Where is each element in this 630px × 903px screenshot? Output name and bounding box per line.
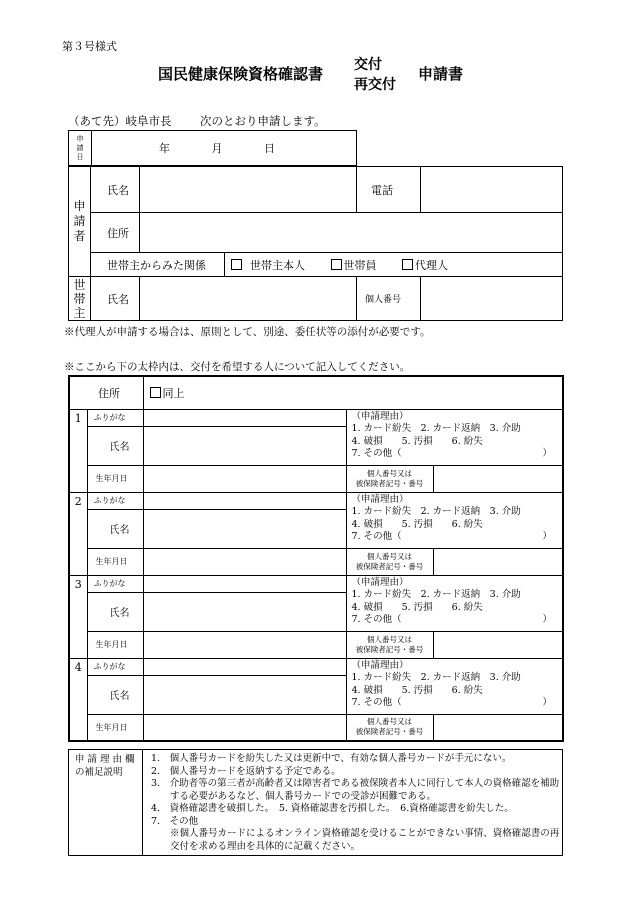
supplement-label-2: の補足説明 [75,767,123,778]
householder-name-label: 氏名 [91,277,140,321]
mynumber-label: 個人番号又は 被保険者記号・番号 [346,631,433,658]
mynumber-field[interactable] [433,465,563,492]
reason-cell[interactable] [346,658,563,714]
name-label: 氏名 [87,592,143,631]
person-number: 3 [69,575,87,658]
furigana-field[interactable] [143,409,346,426]
furigana-field[interactable] [143,575,346,592]
name-field[interactable] [143,675,346,714]
name-field[interactable] [143,426,346,465]
birth-label: 生年月日 [87,548,143,575]
relation-member-checkbox[interactable] [331,259,344,272]
date-input-cell[interactable] [92,131,357,166]
year-label: 年 [159,142,170,155]
relation-proxy-label: 代理人 [415,258,448,272]
name-label: 氏名 [87,509,143,548]
box-address-label: 住所 [69,376,143,409]
reason-cell[interactable] [346,409,563,465]
furigana-label: ふりがな [87,575,143,592]
box-note: ※ここから下の太枠内は、交付を希望する人について記入してください。 [64,361,411,373]
birth-field[interactable] [143,548,346,575]
person-1-furigana-row [69,409,563,426]
applicant-address-label: 住所 [91,213,140,253]
supplement-items [143,750,563,856]
form-number: 第３号様式 [62,40,117,53]
reason-line-1: 1. カード紛失 2. カード返納 3. 介助 [351,672,521,683]
phone-label: 電話 [357,167,421,213]
title-suffix: 申請書 [418,65,464,83]
householder-name-field[interactable] [140,277,357,321]
same-address-checkbox[interactable] [150,387,163,400]
name-label: 氏名 [87,426,143,465]
reason-cell[interactable] [346,492,563,548]
name-label: 氏名 [87,675,143,714]
relation-self-label: 世帯主本人 [250,258,305,272]
reason-line-3: 7. その他（ ） [351,614,553,625]
box-address-field[interactable] [143,376,563,409]
month-label: 月 [211,142,223,155]
applicant-address-field[interactable] [140,213,563,253]
reason-line-2: 4. 破損 5. 汚損 6. 紛失 [351,601,483,613]
furigana-label: ふりがな [87,492,143,509]
reason-cell[interactable] [346,575,563,631]
householder-label: 世帯主 [73,277,86,320]
relation-proxy-checkbox[interactable] [402,259,415,272]
applicant-name-field[interactable] [140,167,357,213]
form-title: 国民健康保険資格確認書 [158,65,324,83]
supplement-item: 4. 資格確認書を破損した。 5. 資格確認書を汚損した。 6.資格確認書を紛失した。 [151,803,514,814]
supplement-item: する必要があるなど、個人番号カードでの受診が困難である。 [151,790,437,802]
mynumber-label: 個人番号又は 被保険者記号・番号 [346,548,433,575]
date-label-cell [69,131,92,166]
mynumber-label: 個人番号又は 被保険者記号・番号 [346,465,433,492]
mynumber-field[interactable] [433,548,563,575]
reason-line-3: 7. その他（ ） [351,531,553,542]
birth-field[interactable] [143,465,346,492]
title-option-reissue: 再交付 [354,77,396,93]
mynumber-label: 個人番号又は 被保険者記号・番号 [346,714,433,741]
furigana-field[interactable] [143,492,346,509]
supplement-label-1: 申請理由欄 [75,754,138,765]
supplement-item: 7. その他 [151,815,199,827]
person-3-furigana-row [69,575,563,592]
applicant-label-cell [69,167,91,277]
name-field[interactable] [143,592,346,631]
reason-line-2: 4. 破損 5. 汚損 6. 紛失 [351,684,483,696]
relation-member-label: 世帯員 [343,258,377,272]
addressee: （あて先）岐阜市長 [68,114,172,128]
person-2-furigana-row [69,492,563,509]
person-number: 2 [69,492,87,575]
applicant-table [68,166,563,321]
supplement-table [68,749,563,856]
birth-field[interactable] [143,631,346,658]
supplement-label-cell [69,750,143,856]
reason-line-3: 7. その他（ ） [351,697,553,708]
birth-label: 生年月日 [87,714,143,741]
same-address-label: 同上 [162,386,185,400]
relation-self-checkbox[interactable] [231,259,244,272]
birth-label: 生年月日 [87,631,143,658]
reason-line-3: 7. その他（ ） [351,448,553,459]
applicant-label: 申請者 [73,199,86,243]
person-4-furigana-row [69,658,563,675]
proxy-note: ※代理人が申請する場合は、原則として、別途、委任状等の添付が必要です。 [64,326,431,338]
day-label: 日 [264,142,275,155]
householder-mynumber-label: 個人番号 [357,277,421,321]
reason-title: （申請理由） [351,493,409,505]
request-text: 次のとおり申請します。 [200,114,326,128]
reason-title: （申請理由） [351,576,409,588]
reason-title: （申請理由） [351,410,409,422]
supplement-item: 交付を求める理由を具体的に記載ください。 [151,840,361,852]
mynumber-field[interactable] [433,714,563,741]
birth-label: 生年月日 [87,465,143,492]
person-number: 1 [69,409,87,492]
householder-label-cell [69,277,91,321]
supplement-item: 1. 個人番号カードを紛失した又は更新中で、有効な個人番号カードが手元にない。 [151,753,512,764]
reason-line-1: 1. カード紛失 2. カード返納 3. 介助 [351,423,521,434]
supplement-item: ※個人番号カードによるオンライン資格確認を受けることができない事情、資格確認書の再 [151,828,560,839]
furigana-label: ふりがな [87,409,143,426]
furigana-label: ふりがな [87,658,143,675]
relation-label: 世帯主からみた関係 [91,253,225,277]
reason-line-2: 4. 破損 5. 汚損 6. 紛失 [351,518,483,530]
furigana-field[interactable] [143,658,346,675]
date-label: 申請日 [76,134,84,161]
name-field[interactable] [143,509,346,548]
person-number: 4 [69,658,87,741]
reason-line-1: 1. カード紛失 2. カード返納 3. 介助 [351,589,521,600]
birth-field[interactable] [143,714,346,741]
title-option-issue: 交付 [354,57,382,73]
supplement-item: 2. 個人番号カードを返納する予定である。 [151,765,341,777]
householder-mynumber-field[interactable] [421,277,563,321]
reason-line-1: 1. カード紛失 2. カード返納 3. 介助 [351,506,521,517]
phone-field[interactable] [421,167,563,213]
insured-persons-table [68,375,564,742]
applicant-name-label: 氏名 [91,167,140,213]
reason-line-2: 4. 破損 5. 汚損 6. 紛失 [351,435,483,447]
relation-options [225,253,563,277]
date-table [68,130,357,166]
mynumber-field[interactable] [433,631,563,658]
supplement-item: 3. 介助者等の第三者が高齢者又は障害者である被保険者本人に同行して本人の資格確認を補助 [151,778,560,789]
reason-title: （申請理由） [351,659,409,671]
